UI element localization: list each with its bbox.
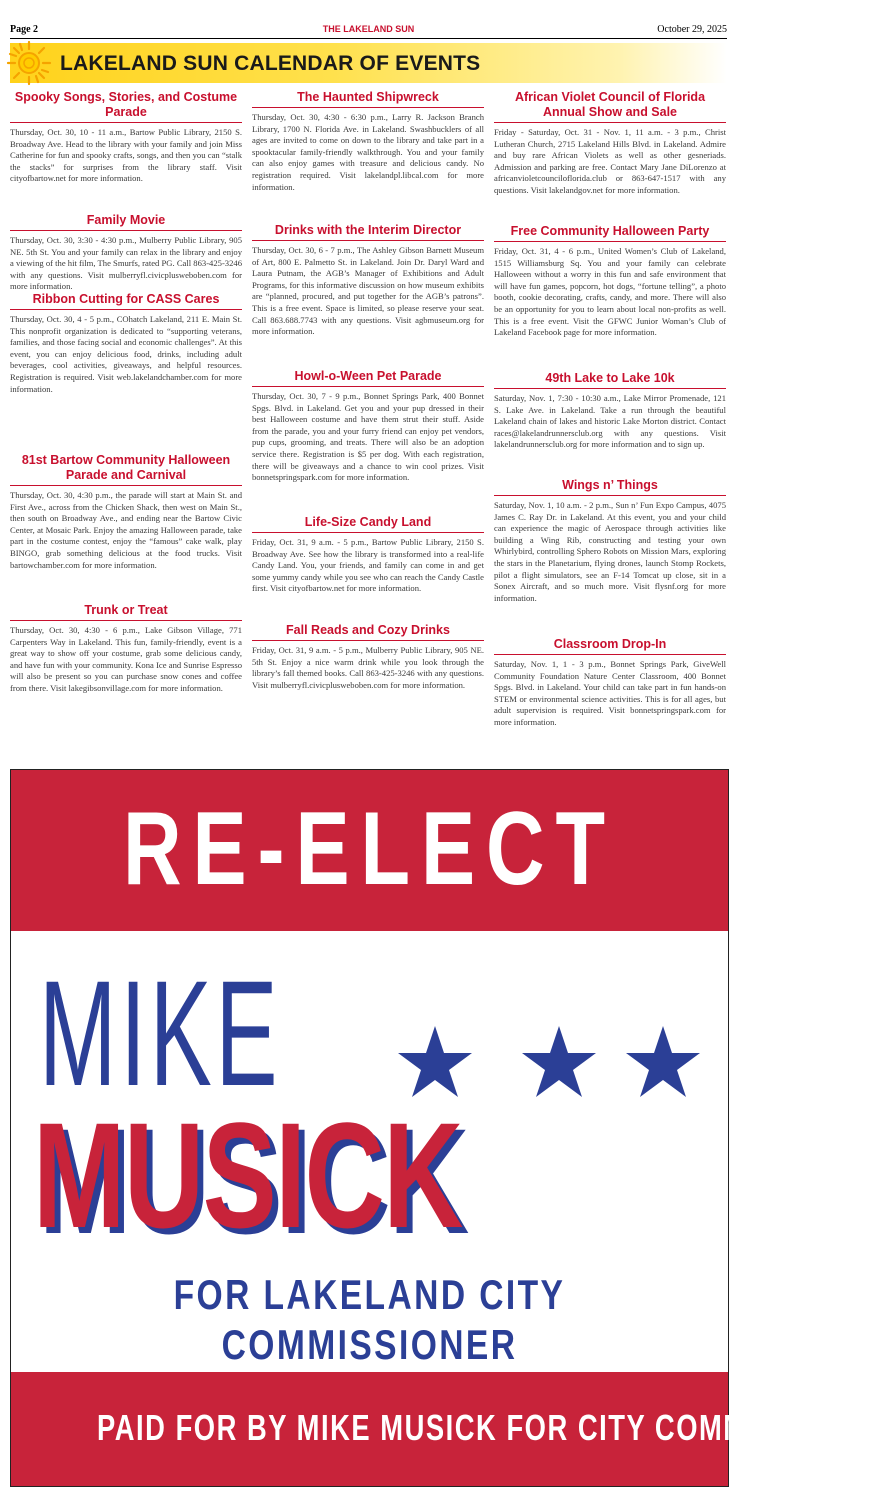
- event-body: Thursday, Oct. 30, 6 - 7 p.m., The Ashley Gibson Barnett Museum of Art, 800 E. Palmetto St. in Lakeland. Join Dr. Daryl Ward and Laura Putnam, the AGB’s Manager of Exhibitions and Adult Programs, for this informative discussion on how museum exhibits are “planned, procured, and put together for the AGB’s patrons”. This is a free event. Space is limited, so please reserve your seat. Call 863.688.7743 with any questions. Visit agbmuseum.org for more information.: [252, 245, 484, 337]
- event-item: [10, 453, 242, 571]
- event-title: Free Community Halloween Party: [494, 224, 726, 242]
- event-title: 81st Bartow Community Halloween Parade and Carnival: [10, 453, 242, 486]
- event-item: [10, 213, 242, 293]
- event-item: [10, 90, 242, 185]
- event-item: [494, 90, 726, 197]
- event-title: Howl-o-Ween Pet Parade: [252, 369, 484, 387]
- event-title: Fall Reads and Cozy Drinks: [252, 623, 484, 641]
- event-item: [10, 603, 242, 695]
- event-title: Family Movie: [10, 213, 242, 231]
- ad-first-name: MIKE: [39, 949, 282, 1117]
- event-title: Spooky Songs, Stories, and Costume Parade: [10, 90, 242, 123]
- ad-disclaimer: PAID FOR BY MIKE MUSICK FOR CITY COMMISSIONER: [97, 1407, 891, 1448]
- event-item: [252, 223, 484, 338]
- page-header: [10, 24, 727, 38]
- event-title: Life-Size Candy Land: [252, 515, 484, 533]
- event-body: Thursday, Oct. 30, 4:30 p.m., the parade will start at Main St. and First Ave., across from the Chicken Shack, then west on Main St., then south on Broadway Ave., and ending near the Bartow Civic Center, at Mosaic Park. Enjoy the amazing Halloween parade, take part in the costume contest, enjoy the “famous” cake walk, play BINGO, grab something delicious at the food trucks. Visit bartowchamber.com for more information.: [10, 490, 242, 570]
- event-body: Friday, Oct. 31, 9 a.m. - 5 p.m., Bartow Public Library, 2150 S. Broadway Ave. See how the library is transformed into a real-life Candy Land. You, your friends, and family can come in and get some yummy candy while you see who can reach the Candy Castle first. Visit cityofbartow.net for more information.: [252, 537, 484, 594]
- page-number: Page 2: [10, 24, 39, 35]
- ad-stars: [399, 1022, 699, 1102]
- event-title: 49th Lake to Lake 10k: [494, 371, 726, 389]
- event-body: Thursday, Oct. 30, 4:30 - 6 p.m., Lake Gibson Village, 771 Carpenters Way in Lakeland. This fun, family-friendly, event is a great way to show off your costume, grab some delicious candy, and have fun with your community. Kona Ice and Sunrise Espresso will also be present so you can purchase snow cones and coffee from there. Visit lakegibsonvillage.com for more information.: [10, 625, 242, 693]
- event-title: Wings n’ Things: [494, 478, 726, 496]
- event-title: Drinks with the Interim Director: [252, 223, 484, 241]
- issue-date: October 29, 2025: [657, 24, 727, 35]
- event-item: [494, 224, 726, 339]
- header-rule: [10, 38, 727, 39]
- calendar-banner: [10, 43, 727, 83]
- event-item: [252, 515, 484, 595]
- event-body: Friday, Oct. 31, 9 a.m. - 5 p.m., Mulberry Public Library, 905 NE. 5th St. Enjoy a nice warm drink while you look through the library’s fall themed books. Call 863-425-3246 with any questions. Visit mulberryfl.civicplusweboben.com for more information.: [252, 645, 484, 690]
- event-body: Thursday, Oct. 30, 10 - 11 a.m., Bartow Public Library, 2150 S. Broadway Ave. Head to the library with your family and join Miss Catherine for fun and spooky crafts, songs, and then you can “stalk the stacks” for surprises from the library staff. Visit cityofbartow.net for more information.: [10, 127, 242, 184]
- event-title: The Haunted Shipwreck: [252, 90, 484, 108]
- calendar-title: LAKELAND SUN CALENDAR OF EVENTS: [60, 52, 481, 75]
- star-icon: [398, 1026, 472, 1097]
- ad-last-name: MUSICK: [33, 1091, 462, 1259]
- event-title: African Violet Council of Florida Annual Show and Sale: [494, 90, 726, 123]
- event-body: Friday - Saturday, Oct. 31 - Nov. 1, 11 a.m. - 3 p.m., Christ Lutheran Church, 2715 Lakeland Hills Blvd. in Lakeland. Admire and buy rare African Violets as well as other gesneriads. Admission and parking are free. Contact Mary Jane DiLorenzo at africanvioletcounciloflorida.club or 863-647-1517 with any questions. Visit lakelandgov.net for more information.: [494, 127, 726, 195]
- event-title: Trunk or Treat: [10, 603, 242, 621]
- event-item: [10, 292, 242, 395]
- event-item: [494, 371, 726, 451]
- event-body: Saturday, Nov. 1, 7:30 - 10:30 a.m., Lake Mirror Promenade, 121 S. Lake Ave. in Lakeland. Take a run through the beautiful Lakeland chain of lakes and historic Lake Morton district. Contact races@lakelandrunnersclub.org with any questions. Visit lakelandrunnersclub.org for more information and to sign up.: [494, 393, 726, 450]
- event-item: [252, 369, 484, 484]
- event-title: Classroom Drop-In: [494, 637, 726, 655]
- star-icon: [522, 1026, 596, 1097]
- event-item: [494, 637, 726, 729]
- ad-office: FOR LAKELAND CITY COMMISSIONER: [173, 1271, 566, 1368]
- event-body: Saturday, Nov. 1, 1 - 3 p.m., Bonnet Springs Park, GiveWell Community Foundation Nature Center Classroom, 400 Bonnet Spgs. Blvd. in Lakeland. Your child can take part in fun hands-on STEM or environmental science activities. This is for all ages, but adult supervision is required. Visit bonnetspringspark.com for more information.: [494, 659, 726, 727]
- event-body: Thursday, Oct. 30, 4 - 5 p.m., COhatch Lakeland, 211 E. Main St. This nonprofit organization is dedicated to “supporting veterans, families, and those facing social and economic challenges”. At this event, you can enjoy delicious food, drinks, including adult beverages, cool activities, giveaways, and helpful resources. Registration is required. Visit web.lakelandchamber.com for more information.: [10, 314, 242, 394]
- event-item: [252, 90, 484, 193]
- sun-icon: [6, 40, 52, 86]
- event-body: Thursday, Oct. 30, 3:30 - 4:30 p.m., Mulberry Public Library, 905 NE. 5th St. You and your family can relax in the library and enjoy a viewing of the hit film, The Smurfs, rated PG. Call 863-425-3246 with any questions. Visit mulberryfl.civicplusweboben.com for more information.: [10, 235, 242, 292]
- star-icon: [626, 1026, 700, 1097]
- event-item: [252, 623, 484, 691]
- ad-reelect-text: RE-ELECT: [123, 791, 616, 907]
- event-body: Thursday, Oct. 30, 7 - 9 p.m., Bonnet Springs Park, 400 Bonnet Spgs. Blvd. in Lakeland. Get you and your pup dressed in their best Halloween costume and have them strut their stuff. Aside from the parade, you and your furry friend can enjoy pet vendors, pup cups, grooming, and treats. There will also be an adoption service there. Registration is $5 per dog. With each registration, there will be giveaways and a chance to win cool prizes. Visit bonnetspringspark.com for more information.: [252, 391, 484, 483]
- campaign-ad: [10, 769, 891, 1487]
- event-body: Friday, Oct. 31, 4 - 6 p.m., United Women’s Club of Lakeland, 1515 Williamsburg Sq. You and your family can celebrate Halloween without a worry in this fun and safe environment that will have fun games, popcorn, hot dogs, “fortune telling”, a photo booth, cookie decorating, crafts, candy, and more. There will also be an opportunity for you to learn about local non-profits as well. This is a free event. Visit the GFWC Junior Woman’s Club of Lakeland Facebook page for more information.: [494, 246, 726, 338]
- event-item: [494, 478, 726, 604]
- event-title: Ribbon Cutting for CASS Cares: [10, 292, 242, 310]
- newspaper-name: THE LAKELAND SUN: [322, 24, 415, 34]
- event-body: Thursday, Oct. 30, 4:30 - 6:30 p.m., Larry R. Jackson Branch Library, 1700 N. Florida Ave. in Lakeland. Swashbucklers of all ages are invited to come on down to the library and take part in a spooktacular family-friendly walkthrough. You and your family can also enjoy games with treasure and delicious candy. No registration required. Visit lakelandpl.libcal.com for more information.: [252, 112, 484, 192]
- event-body: Saturday, Nov. 1, 10 a.m. - 2 p.m., Sun n’ Fun Expo Campus, 4075 James C. Ray Dr. in Lakeland. At this event, you and your child can experience the magic of Aerospace through activities like building a Wing Rib, constructing and testing your own Whirlybird, controlling Sphero Robots on Mission Mars, exploring the stars in the Planetarium, flying drones, launch Stomp Rockets, pilot a flight simulators, see an F-14 Tomcat up close, sit in a Sonex Aircraft, and so much more. Visit flysnf.org for more information.: [494, 500, 726, 603]
